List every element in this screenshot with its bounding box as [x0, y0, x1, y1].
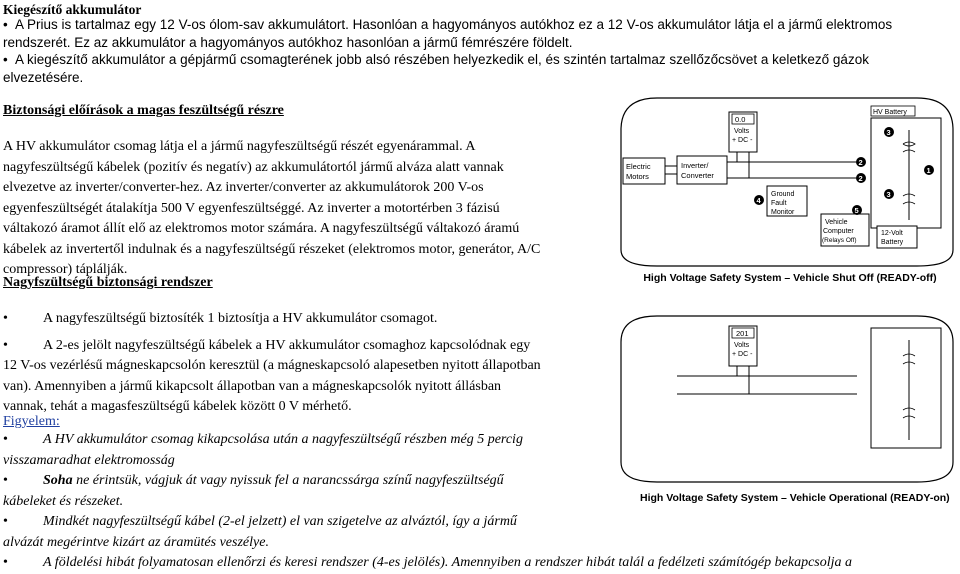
section-heading-hv-system: Nagyfszültségű biztonsági rendszer — [3, 275, 213, 290]
text-line: A Prius is tartalmaz egy 12 V-os ólom-sav akkumulátort. Hasonlóan a hagyományos autókhoz ez a 12 V-os akkumulátor látja el a jármű elektromos — [15, 17, 893, 32]
label-battery: Battery — [881, 239, 904, 246]
label-motors: Motors — [626, 172, 649, 181]
aux-battery-paragraph-1 — [3, 16, 953, 86]
diagram-vehicle-shut-off-svg — [617, 90, 957, 290]
text-line: vannak, tehát a magasfeszültségű kábelek között 0 V mérhető. — [3, 399, 352, 414]
label-monitor: Monitor — [771, 209, 795, 216]
svg-text:4: 4 — [756, 196, 761, 205]
svg-text:1: 1 — [926, 166, 931, 175]
hv-safety-paragraph — [3, 137, 603, 281]
text-line: Mindkét nagyfeszültségű kábel (2-el jelzett) el van szigetelve az alváztól, így a jármű — [43, 514, 517, 529]
bullet-icon: • — [3, 52, 8, 67]
hv-system-paragraph — [3, 309, 603, 418]
meter-value-2: 201 — [736, 329, 749, 338]
meter-unit: Volts — [734, 128, 750, 135]
text-line: rendszerét. Ez az akkumulátor a hagyományos autókhoz hasonlóan a jármű fémrészére földelt. — [3, 34, 573, 50]
label-hv-battery: HV Battery — [873, 109, 907, 116]
label-ground: Ground — [771, 191, 795, 198]
diagram-caption-operational — [640, 492, 950, 504]
svg-text:3: 3 — [886, 128, 891, 137]
meter-unit-2: Volts — [734, 342, 750, 349]
caption-state: READY-on — [893, 492, 947, 504]
text-line: A földelési hibát folyamatosan ellenőrzi és keresi rendszer (4-es jelölés). Amennyiben a rendszer hibát talál a fedélzeti számítógép bekapcsolja a — [43, 555, 853, 570]
bullet-icon: • — [3, 473, 8, 488]
svg-text:2: 2 — [858, 158, 863, 167]
label-vehicle: Vehicle — [825, 219, 848, 226]
bullet-icon: • — [3, 555, 8, 570]
text-line: 12 V-os vezérlésű mágneskapcsolón keresztül (a mágneskapcsoló alapesetben nyitott állapotban — [3, 358, 541, 373]
caption-text: High Voltage Safety System – Vehicle Operational ( — [640, 492, 894, 504]
diagram-vehicle-shut-off — [617, 90, 957, 290]
label-12volt: 12-Volt — [881, 230, 903, 237]
meter-value: 0.0 — [735, 115, 746, 124]
caption-state: READY-off — [880, 272, 934, 284]
text-line: elvezetve az inverter/converter-hez. Az inverter/converter az akkumulátorok 200 V-os — [3, 180, 484, 195]
text-line: váltakozó áramot állít elő az elektromos motor számára. A nagyfeszültségű váltakozó áramú — [3, 221, 520, 236]
section-heading-warning: Figyelem: — [3, 414, 60, 429]
label-inverter: Inverter/ — [681, 161, 709, 170]
text-line: elvezetésére. — [3, 69, 84, 85]
bullet-icon: • — [3, 311, 8, 326]
text-line: A HV akkumulátor csomag kikapcsolása után a nagyfeszültségű részben még 5 percig — [43, 432, 523, 447]
text-line: alvázát megérintve kizárt az áramütés veszélye. — [3, 534, 269, 550]
text-line: compressor) táplálják. — [3, 262, 128, 277]
caption-text: ) — [933, 272, 937, 284]
text-line: visszamaradhat elektromosság — [3, 452, 175, 468]
text-line: A 2-es jelölt nagyfeszültségű kábelek a HV akkumulátor csomaghoz kapcsolódnak egy — [43, 337, 531, 353]
label-fault: Fault — [771, 200, 787, 207]
svg-text:2: 2 — [858, 174, 863, 183]
text-line: ne érintsük, vágjuk át vagy nyissuk fel a narancssárga színű nagyfeszültségű — [72, 473, 504, 488]
caption-text: ) — [946, 492, 950, 504]
text-line: A nagyfeszültségű biztosíték 1 biztosítja a HV akkumulátor csomagot. — [43, 311, 438, 326]
section-heading-hv-safety: Biztonsági előírások a magas feszültségű részre — [3, 103, 284, 118]
bullet-icon: • — [3, 17, 8, 32]
label-computer: Computer — [823, 228, 854, 235]
text-line: kábelek az invertertől indulnak és a nagyfeszültségű részeket (elektromos motor, generátor, A/C — [3, 241, 541, 257]
diagram-caption-shut-off — [640, 272, 940, 284]
text-bold: Soha — [43, 473, 73, 488]
svg-text:5: 5 — [854, 206, 859, 215]
caption-text: High Voltage Safety System – Vehicle Shut Off ( — [643, 272, 881, 284]
text-line: A kiegészítő akkumulátor a gépjármű csomagterének jobb alsó részében helyezkedik el, és szintén tartalmaz szellőzőcsövet a keletkező gázok — [15, 52, 869, 67]
section-heading-aux-battery: Kiegészítő akkumulátor — [3, 2, 142, 17]
svg-text:3: 3 — [886, 190, 891, 199]
label-electric: Electric — [626, 162, 651, 171]
label-converter: Converter — [681, 171, 714, 180]
bullet-icon: • — [3, 514, 8, 529]
text-line: A HV akkumulátor csomag látja el a jármű nagyfeszültségű részét egyenárammal. A — [3, 139, 476, 154]
bullet-icon: • — [3, 337, 8, 353]
text-line: kábeleket és részeket. — [3, 493, 124, 509]
text-line: van). Amennyiben a jármű kikapcsolt állapotban van a mágneskapcsolók nyitott állásban — [3, 378, 502, 394]
diagram-vehicle-operational-svg — [617, 312, 957, 492]
label-relays: (Relays Off) — [822, 237, 857, 244]
diagram-vehicle-operational — [617, 312, 957, 492]
meter-mode: + DC - — [732, 137, 753, 144]
text-line: nagyfeszültségű kábelek (pozitív és negatív) az akkumulátortól jármű alváza alatt vannak — [3, 159, 504, 175]
text-line: egyenfeszültségét átalakítja 500 V egyenfeszültséggé. Az inverter a motortérben 3 fázisú — [3, 200, 500, 216]
bullet-icon: • — [3, 432, 8, 447]
meter-mode-2: + DC - — [732, 351, 753, 358]
